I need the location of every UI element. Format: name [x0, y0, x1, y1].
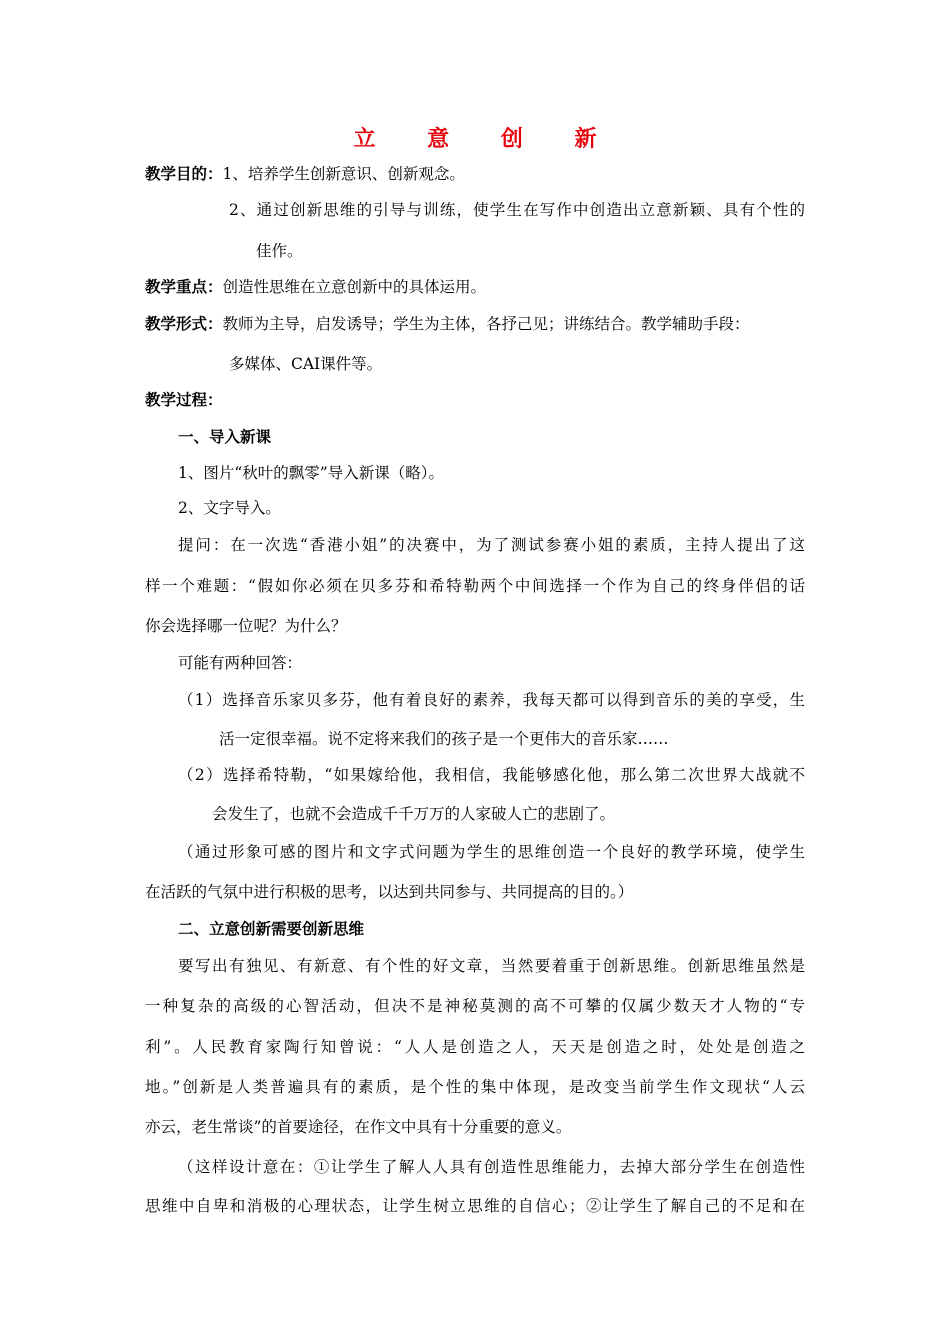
question-line-3: 你会选择哪一位呢？为什么？	[145, 617, 347, 635]
objectives-label: 教学目的：	[145, 164, 223, 183]
design-note-line-1: （通过形象可感的图片和文字式问题为学生的思维创造一个良好的教学环境，使学生	[178, 843, 805, 861]
objectives-item-2-line-1: 2、通过创新思维的引导与训练，使学生在写作中创造出立意新颖、具有个性的	[229, 201, 805, 219]
design-note-line-2: 在活跃的气氛中进行积极的思考，以达到共同参与、共同提高的目的。）	[145, 883, 634, 901]
form-line-2: 多媒体、CAI课件等。	[229, 355, 383, 373]
process-label: 教学过程：	[145, 390, 223, 409]
objectives-item-1: 1、培养学生创新意识、创新观念。	[222, 165, 465, 183]
answer-2-line-2: 会发生了，也就不会造成千千万万的人家破人亡的悲剧了。	[212, 805, 616, 823]
section-2-paragraph-line-1: 要写出有独见、有新意、有个性的好文章，当然要着重于创新思维。创新思维虽然是	[178, 957, 805, 975]
section-2-heading: 二、立意创新需要创新思维	[178, 919, 365, 938]
question-line-2: 样一个难题：“假如你必须在贝多芬和希特勒两个中间选择一个作为自己的终身伴侣的话	[145, 577, 805, 595]
question-line-1: 提问：在一次选“香港小姐”的决赛中，为了测试参赛小姐的素质，主持人提出了这	[178, 536, 805, 554]
section-1-paragraph-1: 1、图片“秋叶的飘零”导入新课（略）。	[178, 464, 444, 482]
answer-1-line-2: 活一定很幸福。说不定将来我们的孩子是一个更伟大的音乐家……	[219, 730, 669, 748]
key-point-text: 创造性思维在立意创新中的具体运用。	[222, 278, 487, 296]
form-line-1: 教师为主导，启发诱导；学生为主体，各抒己见；讲练结合。教学辅助手段：	[222, 315, 750, 333]
key-point-row	[145, 277, 486, 297]
section-1-heading: 一、导入新课	[178, 427, 272, 446]
section-1-paragraph-2: 2、文字导入。	[178, 499, 281, 517]
section-2-design-line-1: （这样设计意在：①让学生了解人人具有创造性思维能力，去掉大部分学生在创造性	[178, 1158, 805, 1176]
key-point-label: 教学重点：	[145, 277, 223, 296]
section-2-paragraph-line-3: 利”。人民教育家陶行知曾说：“人人是创造之人，天天是创造之时，处处是创造之	[145, 1038, 805, 1056]
document-title: 立 意 创 新	[353, 126, 619, 152]
form-row	[145, 314, 805, 334]
form-label: 教学形式：	[145, 314, 223, 333]
answer-2-line-1: （2）选择希特勒，“如果嫁给他，我相信，我能够感化他，那么第二次世界大战就不	[178, 766, 805, 784]
objectives-item-2-line-2: 佳作。	[256, 242, 303, 260]
section-2-paragraph-line-4: 地。”创新是人类普遍具有的素质，是个性的集中体现，是改变当前学生作文现状“人云	[145, 1078, 805, 1096]
answer-1-line-1: （1）选择音乐家贝多芬，他有着良好的素养，我每天都可以得到音乐的美的享受，生	[178, 691, 805, 709]
section-2-design-line-2: 思维中自卑和消极的心理状态，让学生树立思维的自信心；②让学生了解自己的不足和在	[145, 1197, 805, 1215]
section-2-paragraph-line-2: 一种复杂的高级的心智活动，但决不是神秘莫测的高不可攀的仅属少数天才人物的“专	[145, 997, 805, 1015]
objectives-row	[145, 164, 465, 184]
section-2-paragraph-line-5: 亦云，老生常谈”的首要途径，在作文中具有十分重要的意义。	[145, 1118, 572, 1136]
answers-intro: 可能有两种回答：	[178, 654, 303, 672]
